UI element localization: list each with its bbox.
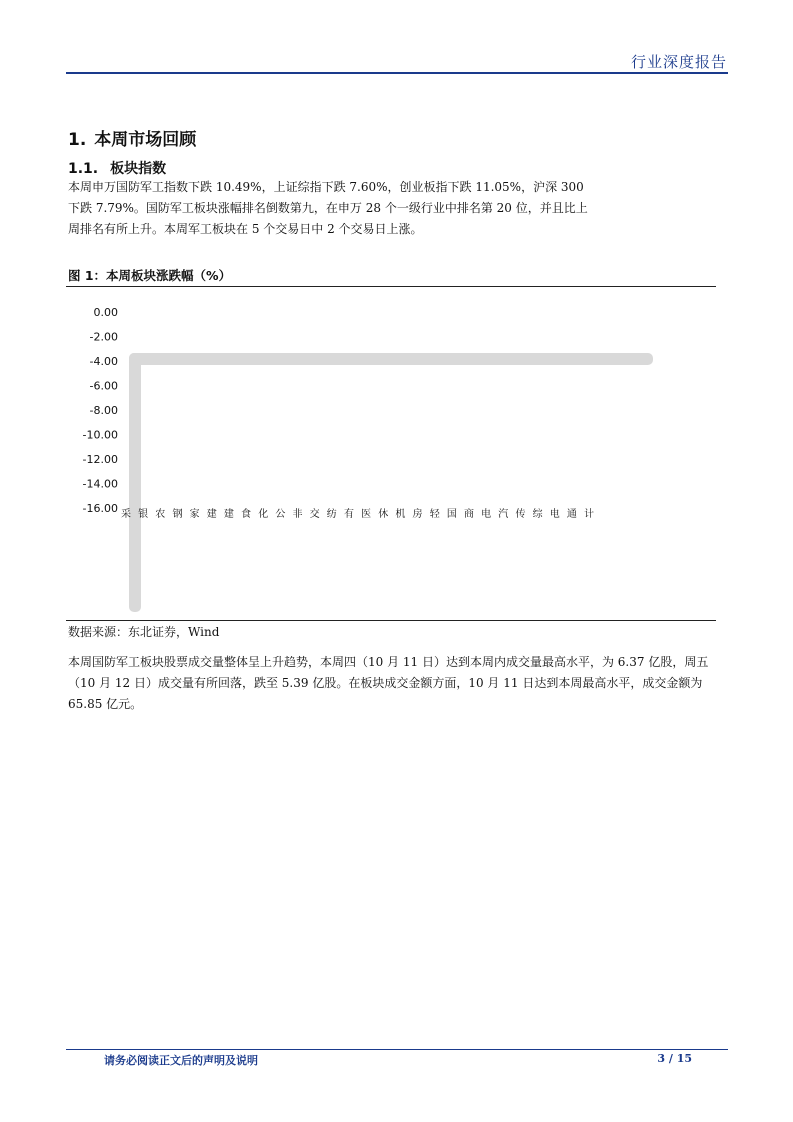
x-category-label: 轻 xyxy=(429,509,440,520)
y-tick-label: -6.00 xyxy=(89,379,118,393)
y-tick-label: -4.00 xyxy=(89,355,118,368)
index-summary-paragraph: 本周申万国防军工指数下跌 10.49%，上证综指下跌 7.60%，创业板指下跌 11.05%，沪深 300 下跌 7.79%。国防军工板块涨幅排名倒数第九，在申万 28 个一级行业中排名第 20 位，并且比上周排名有所上升。本周军工板块在 5 个交易日中 2 个交易日上涨。 xyxy=(68,180,588,236)
y-tick-label: -12.00 xyxy=(82,453,118,466)
x-category-label: 交 xyxy=(309,509,320,520)
y-tick-label: -8.00 xyxy=(89,404,118,417)
x-category-label: 商 xyxy=(464,509,474,520)
axis-frame-horizontal xyxy=(129,353,653,365)
sector-change-chart xyxy=(66,290,716,618)
section-number: 1. xyxy=(68,130,87,150)
report-type-title: 行业深度报告 xyxy=(630,53,727,71)
y-tick-label: -10.00 xyxy=(82,428,118,442)
x-category-label: 化 xyxy=(258,509,269,520)
x-category-label: 采 xyxy=(121,509,131,520)
x-category-label: 休 xyxy=(378,509,389,520)
x-category-label: 纺 xyxy=(326,509,337,520)
x-category-label: 医 xyxy=(361,509,372,520)
x-category-label: 建 xyxy=(206,509,217,520)
section-heading xyxy=(68,125,196,150)
subsection-heading xyxy=(68,158,166,178)
x-category-label: 汽 xyxy=(498,509,509,520)
x-category-label: 农 xyxy=(155,509,166,520)
x-category-label: 建 xyxy=(223,509,234,520)
x-category-label: 钢 xyxy=(172,509,183,520)
x-category-label: 电 xyxy=(549,509,560,520)
x-category-label: 电 xyxy=(481,509,492,520)
x-axis xyxy=(121,507,594,520)
y-tick-label: -14.00 xyxy=(82,477,118,491)
x-category-label: 房 xyxy=(412,509,423,520)
x-category-label: 非 xyxy=(292,509,303,520)
x-category-label: 家 xyxy=(189,509,200,520)
header-divider xyxy=(66,72,728,74)
axis-frame-vertical xyxy=(129,353,141,612)
x-category-label: 传 xyxy=(515,509,526,520)
figure-source: 数据来源：东北证券，Wind xyxy=(68,625,220,639)
x-category-label: 综 xyxy=(532,509,543,520)
footer-divider xyxy=(66,1049,728,1050)
x-category-label: 计 xyxy=(584,509,595,520)
x-category-label: 机 xyxy=(395,509,406,520)
volume-summary-paragraph: 本周国防军工板块股票成交量整体呈上升趋势，本周四（10 月 11 日）达到本周内成交量最高水平，为 6.37 亿股，周五（10 月 12 日）成交量有所回落，跌至 5.39 亿股。在板块成交金额方面，10 月 11 日达到本周最高水平，成交金额为 65.85 亿元。 xyxy=(68,655,709,711)
x-category-label: 有 xyxy=(343,509,354,520)
y-tick-label: -16.00 xyxy=(82,502,118,515)
figure-bottom-rule xyxy=(66,620,716,621)
disclaimer-note: 请务必阅读正文后的声明及说明 xyxy=(104,1054,258,1067)
x-category-label: 银 xyxy=(138,509,149,520)
subsection-title: 板块指数 xyxy=(110,161,167,177)
figure-top-rule xyxy=(66,286,716,287)
x-category-label: 公 xyxy=(275,509,286,520)
x-category-label: 国 xyxy=(446,509,457,520)
figure-title: 图 1：本周板块涨跌幅（%） xyxy=(68,268,232,283)
x-category-label: 通 xyxy=(566,509,577,520)
y-tick-label: -2.00 xyxy=(89,330,118,344)
section-title: 本周市场回顾 xyxy=(94,130,197,150)
subsection-number: 1.1. xyxy=(68,161,99,177)
plot-area xyxy=(129,353,653,612)
page-number: 3 / 15 xyxy=(657,1052,692,1065)
x-category-label: 食 xyxy=(241,509,252,520)
y-axis xyxy=(83,306,118,515)
y-tick-label: 0.00 xyxy=(93,306,118,319)
